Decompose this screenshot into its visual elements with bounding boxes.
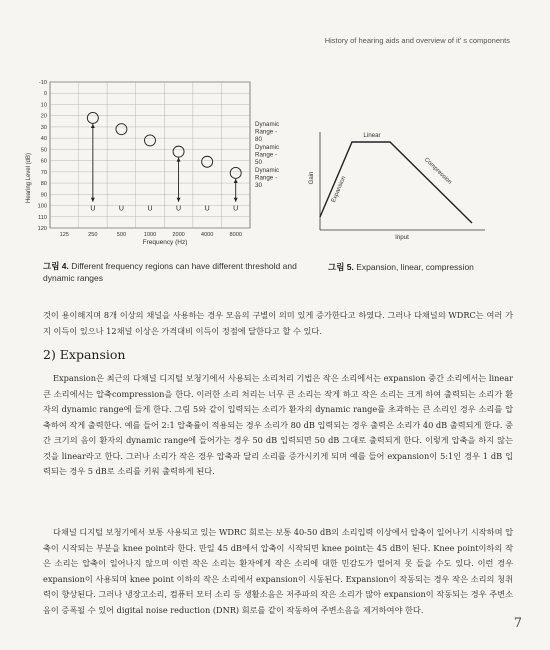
annotation-line: Range - [255,151,278,159]
ucl-u-marker: U [204,205,210,213]
arrowhead-down [91,198,95,202]
figure5-chart [290,120,505,250]
body-paragraph-2: Expansion은 최근의 다채널 디지털 보청기에서 사용되는 소리처리 기법은 작은 소리에서는 expansion 중간 소리에서는 linear 큰 소리에서는 압축compression을 한다. 이러한 소리 처리는 너무 큰 소리는 작게 하고 작은 소리는 크게 하여 출력되는 소리가 환자의 dynamic range에 들게 한다. 그림 5와 같이 입력되는 소리가 환자의 dynamic range를 초과하는 큰 소리인 경우 소리를 압축하여 작게 출력한다. 예를 들어 2:1 압축률이 적용되는 경우 소리가 80 dB 입력되는 경우 출력은 소리가 40 dB 출력되게 한다. 중간 크기의 음이 환자의 dynamic range에 들어가는 경우 50 dB 입력되면 50 dB 그대로 출력되게 한다. 이렇게 압축을 하지 않는 것을 linear라고 한다. 그러나 소리가 작은 경우 압축과 달리 소리를 증가시키게 되며 예를 들어 expansion이 5:1인 경우 1 dB 입력되는 경우 5 dB로 소리를 키워 출력하게 된다. [43,373,513,477]
ucl-u-marker: U [147,205,153,213]
x-tick-label: 125 [59,232,69,238]
y-tick-label: 0 [43,91,47,98]
y-tick-label: 110 [38,214,47,221]
y-tick-label: 40 [40,136,47,143]
threshold-circle-marker [116,124,127,135]
ucl-u-marker: U [176,205,182,213]
segment-label-compression: Compression [422,156,453,186]
arrowhead-down [234,198,238,202]
y-tick-label: 100 [37,203,47,210]
annotation-line: Dynamic [255,144,280,151]
annotation-line: Range - [255,174,278,182]
body-paragraph-3: 다채널 디지털 보청기에서 보통 사용되고 있는 WDRC 회로는 보통 40-50 dB의 소리입력 이상에서 압축이 일어나기 시작하며 압축이 시작되는 부분을 knee point라 한다. 만일 45 dB에서 압축이 시작되면 knee point는 45 dB이 된다. Knee point이하의 작은 소리는 압축이 일어나지 않으며 이런 작은 소리는 환자에게 작은 소리에 대한 민감도가 떨어져 못 들을 수도 있다. 이런 경우 expansion이 사용되며 knee point 이하의 작은 소리에서 expansion이 시동된다. Expansion이 작동되는 경우 작은 소리의 청취력이 향상된다. 그러나 냉장고소리, 컴퓨터 모터 소리 등 생활소음은 저주파의 작은 소리가 많아 expansion이 작동되는 경우 주변소음이 증폭될 수 있어 digital noise reduction (DNR) 회로를 같이 작동하여 주변소음을 제거하여야 한다. [43,527,513,615]
annotation-line: Dynamic [255,167,280,174]
running-header: History of hearing aids and overview of it' s components [324,36,510,45]
y-tick-label: 80 [40,181,47,188]
figure4-annotation-50 [255,144,279,166]
threshold-circle-marker [87,112,98,123]
figure4-xlabel: Frequency (Hz) [142,239,188,246]
ucl-u-marker: U [118,205,124,213]
figure4-ylabel: Hearing Level (dB) [26,152,32,204]
y-tick-label: 50 [40,147,47,154]
figure5-xlabel: Input [395,234,409,241]
arrowhead-up [177,158,181,162]
page-number: 7 [513,616,522,631]
threshold-circle-marker [145,135,156,146]
figure4-y-ticks [38,80,47,232]
threshold-circle-marker [230,167,241,178]
y-tick-label: 120 [37,226,47,232]
x-tick-label: 1000 [143,232,157,238]
y-tick-label: 70 [40,169,47,176]
section-title: 2) Expansion [43,347,126,362]
arrowhead-up [91,124,95,128]
x-tick-label: 250 [88,232,98,238]
figure4-annotation-80 [255,121,279,143]
segment-label-linear: Linear [363,132,381,139]
ucl-u-marker: U [233,205,239,213]
y-tick-label: 20 [40,113,47,120]
y-tick-label: 90 [40,192,47,199]
x-tick-label: 8000 [229,232,242,238]
y-tick-label: -10 [38,80,47,86]
annotation-line: 80 [255,136,262,143]
figure4-caption-label: 그림 4. [43,261,69,271]
figure4-annotation-30 [255,167,279,189]
x-tick-label: 500 [116,232,127,238]
y-tick-label: 60 [40,158,47,165]
threshold-circle-marker [173,146,184,157]
arrowhead-up [234,179,238,183]
y-tick-label: 30 [40,124,47,131]
body-paragraph-1: 것이 용이해지며 8개 이상의 채널을 사용하는 경우 모음의 구별이 의미 있게 증가한다고 하였다. 그러나 다채널의 WDRC는 여러 가지 이득이 있으나 12채널 이상은 가격대비 이득이 정점에 달한다고 할 수 있다. [43,310,513,336]
figure5-caption [328,261,528,273]
annotation-line: Range - [255,128,278,136]
annotation-line: 30 [255,182,262,189]
figure4-chart [10,70,310,270]
ucl-u-marker: U [90,205,96,213]
segment-label-expansion: Expansion [330,175,348,204]
x-tick-label: 4000 [200,232,214,238]
annotation-line: 50 [255,159,262,166]
annotation-line: Dynamic [255,121,280,128]
threshold-circle-marker [202,156,213,167]
figure5-ylabel: Gain [309,171,315,185]
figure4-x-ticks [60,232,242,238]
y-tick-label: 10 [40,102,47,109]
figure5-caption-label: 그림 5. [328,262,354,272]
arrowhead-down [177,198,181,202]
x-tick-label: 2000 [172,232,185,238]
figure4-caption [43,260,303,284]
figure5-caption-text: Expansion, linear, compression [356,262,474,272]
figure4-caption-text: Different frequency regions can have different threshold and dynamic ranges [43,261,297,283]
